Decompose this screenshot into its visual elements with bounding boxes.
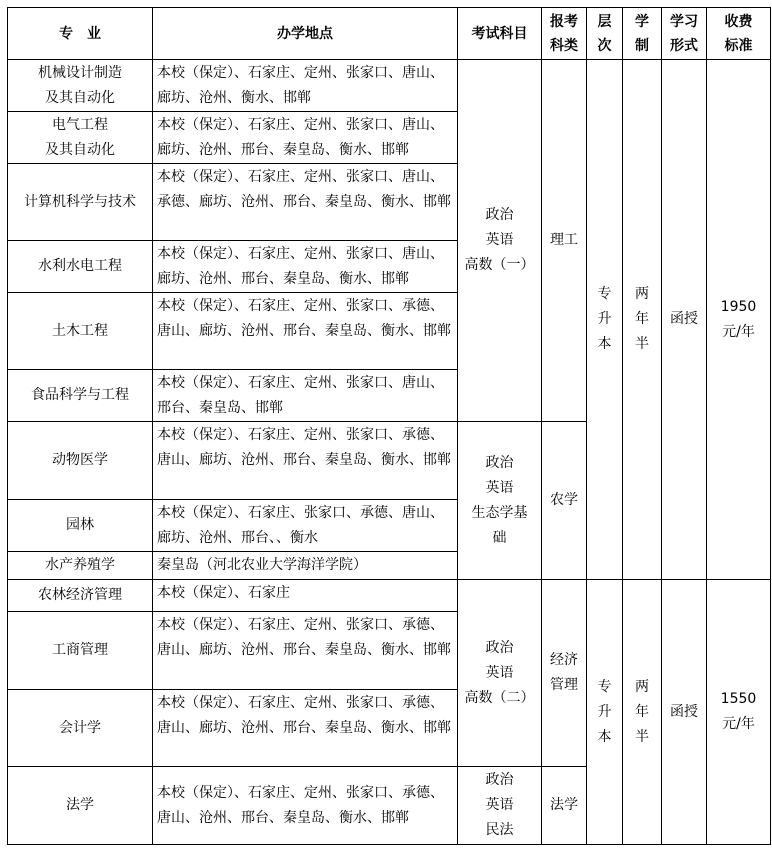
fee-cell-group1: 1950 元/年 [707,60,771,580]
location-cell: 本校（保定）、石家庄、定州、张家口、承德、唐山、廊坊、沧州、邢台、秦皇岛、衡水、邯郸 [153,293,458,370]
location-cell: 本校（保定）、石家庄、定州、张家口、唐山、邢台、秦皇岛、邯郸 [153,370,458,422]
location-cell: 本校（保定）、石家庄、定州、张家口、唐山、承德、廊坊、沧州、邢台、秦皇岛、衡水、邯郸 [153,164,458,241]
header-row [8,8,771,60]
enrollment-table [7,7,771,845]
major-cell: 计算机科学与技术 [8,164,153,241]
category-cell-agri: 农学 [542,422,587,580]
duration-cell-group1: 两年半 [623,60,662,580]
location-cell: 本校（保定）、石家庄、定州、张家口、承德、唐山、廊坊、沧州、邢台、秦皇岛、衡水、邯郸 [153,690,458,767]
table-row [8,580,771,612]
duration-cell-group2: 两年半 [623,580,662,845]
level-cell-group2: 专升本 [587,580,623,845]
location-cell: 本校（保定）、石家庄、定州、张家口、唐山、廊坊、沧州、邢台、秦皇岛、衡水、邯郸 [153,241,458,293]
major-cell: 农林经济管理 [8,580,153,612]
exam-cell-science: 政治 英语 高数（一） [458,60,542,422]
location-cell: 秦皇岛（河北农业大学海洋学院） [153,552,458,580]
header-category: 报考 科类 [542,8,587,60]
header-form: 学习 形式 [662,8,707,60]
major-cell: 土木工程 [8,293,153,370]
header-major: 专 业 [8,8,153,60]
category-cell-law: 法学 [542,767,587,845]
location-cell: 本校（保定）、石家庄 [153,580,458,612]
major-cell: 园林 [8,500,153,552]
major-cell: 机械设计制造 及其自动化 [8,60,153,112]
location-cell: 本校（保定）、石家庄、定州、张家口、承德、唐山、沧州、邢台、秦皇岛、衡水、邯郸 [153,767,458,845]
exam-cell-econ: 政治 英语 高数（二） [458,580,542,767]
header-level: 层 次 [587,8,623,60]
location-cell: 本校（保定）、石家庄、定州、张家口、唐山、廊坊、沧州、衡水、邯郸 [153,60,458,112]
location-cell: 本校（保定）、石家庄、定州、张家口、承德、唐山、廊坊、沧州、邢台、秦皇岛、衡水、邯郸 [153,612,458,690]
location-cell: 本校（保定）、石家庄、张家口、承德、唐山、廊坊、沧州、邢台、、衡水 [153,500,458,552]
form-cell-group2: 函授 [662,580,707,845]
location-cell: 本校（保定）、石家庄、定州、张家口、唐山、廊坊、沧州、邢台、秦皇岛、衡水、邯郸 [153,112,458,164]
exam-cell-law: 政治 英语 民法 [458,767,542,845]
header-location: 办学地点 [153,8,458,60]
exam-cell-agri: 政治 英语 生态学基 础 [458,422,542,580]
major-cell: 工商管理 [8,612,153,690]
major-cell: 水利水电工程 [8,241,153,293]
location-cell: 本校（保定）、石家庄、定州、张家口、承德、唐山、廊坊、沧州、邢台、秦皇岛、衡水、邯郸 [153,422,458,500]
header-fee: 收费 标准 [707,8,771,60]
major-cell: 法学 [8,767,153,845]
category-cell-econ: 经济 管理 [542,580,587,767]
major-cell: 会计学 [8,690,153,767]
fee-cell-group2: 1550 元/年 [707,580,771,845]
major-cell: 电气工程 及其自动化 [8,112,153,164]
header-exam: 考试科目 [458,8,542,60]
table-row [8,60,771,112]
level-cell-group1: 专升本 [587,60,623,580]
major-cell: 食品科学与工程 [8,370,153,422]
category-cell-science: 理工 [542,60,587,422]
form-cell-group1: 函授 [662,60,707,580]
major-cell: 动物医学 [8,422,153,500]
header-duration: 学 制 [623,8,662,60]
major-cell: 水产养殖学 [8,552,153,580]
